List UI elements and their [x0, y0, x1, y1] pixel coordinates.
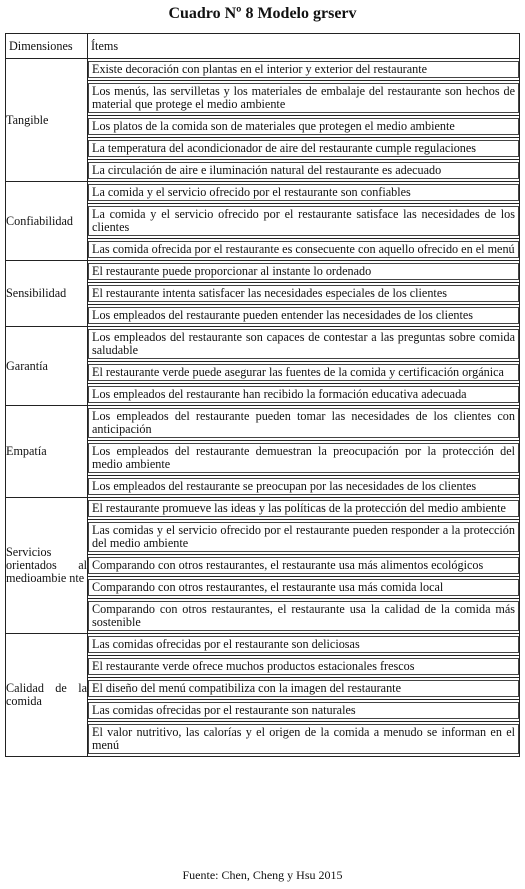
item-text: Las comidas ofrecidas por el restaurante son deliciosas	[88, 636, 519, 653]
item-text: La circulación de aire e iluminación natural del restaurante es adecuado	[88, 162, 519, 179]
item-text: La comida y el servicio ofrecido por el restaurante son confiables	[88, 184, 519, 201]
item-text: El restaurante puede proporcionar al instante lo ordenado	[88, 263, 519, 280]
header-items: Ítems	[88, 34, 520, 59]
item-cell	[88, 59, 520, 81]
dimension-cell	[6, 327, 88, 406]
grserv-table	[5, 33, 520, 757]
item-text: Los menús, las servilletas y los materiales de embalaje del restaurante son hechos de material que protege el medio ambiente	[88, 83, 519, 113]
item-text: La temperatura del acondicionador de aire del restaurante cumple regulaciones	[88, 140, 519, 157]
item-cell	[88, 441, 520, 476]
source-note: Fuente: Chen, Cheng y Hsu 2015	[182, 868, 343, 882]
table-row	[6, 406, 520, 441]
dimension-label: Confiabilidad	[6, 213, 74, 228]
item-cell	[88, 81, 520, 116]
dimension-cell	[6, 182, 88, 261]
item-cell	[88, 182, 520, 204]
item-cell	[88, 283, 520, 305]
item-text: El restaurante intenta satisfacer las necesidades especiales de los clientes	[88, 285, 519, 302]
item-text: Los empleados del restaurante demuestran la preocupación por la protección del medio ambiente	[88, 443, 519, 473]
item-cell	[88, 384, 520, 406]
item-text: El restaurante verde puede asegurar las fuentes de la comida y certificación orgánica	[88, 364, 519, 381]
table-row	[6, 634, 520, 656]
item-cell	[88, 204, 520, 239]
item-cell	[88, 700, 520, 722]
item-cell	[88, 555, 520, 577]
table-row	[6, 327, 520, 362]
item-cell	[88, 305, 520, 327]
table-row	[6, 59, 520, 81]
item-cell	[88, 577, 520, 599]
item-cell	[88, 160, 520, 182]
header-row	[6, 34, 520, 59]
item-cell	[88, 138, 520, 160]
dimension-label: Empatía	[6, 444, 47, 458]
dimension-label: Calidad de la comida	[6, 681, 87, 708]
dimension-label: Servicios orientados al medioambie nte	[6, 545, 87, 585]
item-text: Comparando con otros restaurantes, el restaurante usa más comida local	[88, 579, 519, 596]
item-cell	[88, 362, 520, 384]
item-cell	[88, 722, 520, 757]
item-text: Los empleados del restaurante son capaces de contestar a las preguntas sobre comida saludable	[88, 329, 519, 359]
item-cell	[88, 476, 520, 498]
header-dimensions: Dimensiones	[6, 34, 88, 59]
dimension-label: Garantía	[6, 358, 48, 373]
table-row	[6, 261, 520, 283]
item-text: Los platos de la comida son de materiales que protegen el medio ambiente	[88, 118, 519, 135]
item-text: El diseño del menú compatibiliza con la imagen del restaurante	[88, 680, 519, 697]
item-cell	[88, 520, 520, 555]
dimension-cell	[6, 261, 88, 327]
table-body	[6, 59, 520, 757]
item-text: Los empleados del restaurante pueden entender las necesidades de los clientes	[88, 307, 519, 324]
item-cell	[88, 116, 520, 138]
dimension-label: Sensibilidad	[6, 286, 67, 300]
table-row	[6, 498, 520, 520]
table-title: Cuadro Nº 8 Modelo grserv	[168, 5, 357, 22]
table-row	[6, 182, 520, 204]
item-cell	[88, 656, 520, 678]
item-text: Los empleados del restaurante han recibido la formación educativa adecuada	[88, 386, 519, 403]
item-cell	[88, 406, 520, 441]
item-text: El restaurante promueve las ideas y las políticas de la protección del medio ambiente	[88, 500, 519, 517]
dimension-cell	[6, 634, 88, 757]
item-cell	[88, 678, 520, 700]
dimension-cell	[6, 406, 88, 498]
item-text: Existe decoración con plantas en el interior y exterior del restaurante	[88, 61, 519, 78]
item-text: El restaurante verde ofrece muchos productos estacionales frescos	[88, 658, 519, 675]
dimension-cell	[6, 498, 88, 634]
item-text: Los empleados del restaurante se preocupan por las necesidades de los clientes	[88, 478, 519, 495]
item-text: Comparando con otros restaurantes, el restaurante usa más alimentos ecológicos	[88, 557, 519, 574]
item-cell	[88, 599, 520, 634]
item-text: Los empleados del restaurante pueden tomar las necesidades de los clientes con anticipación	[88, 408, 519, 438]
item-text: Las comidas ofrecidas por el restaurante son naturales	[88, 702, 519, 719]
item-text: Comparando con otros restaurantes, el restaurante usa la calidad de la comida más sostenible	[88, 601, 519, 631]
dimension-label: Tangible	[6, 112, 49, 127]
item-text: La comida y el servicio ofrecido por el restaurante satisface las necesidades de los clientes	[88, 206, 519, 236]
item-text: Las comida ofrecida por el restaurante es consecuente con aquello ofrecido en el menú	[88, 241, 519, 258]
item-cell	[88, 498, 520, 520]
item-cell	[88, 261, 520, 283]
item-cell	[88, 634, 520, 656]
item-cell	[88, 327, 520, 362]
item-text: Las comidas y el servicio ofrecido por el restaurante pueden responder a la protección del medio ambiente	[88, 522, 519, 552]
dimension-cell	[6, 59, 88, 182]
item-cell	[88, 239, 520, 261]
item-text: El valor nutritivo, las calorías y el origen de la comida a menudo se informan en el menú	[88, 724, 519, 754]
